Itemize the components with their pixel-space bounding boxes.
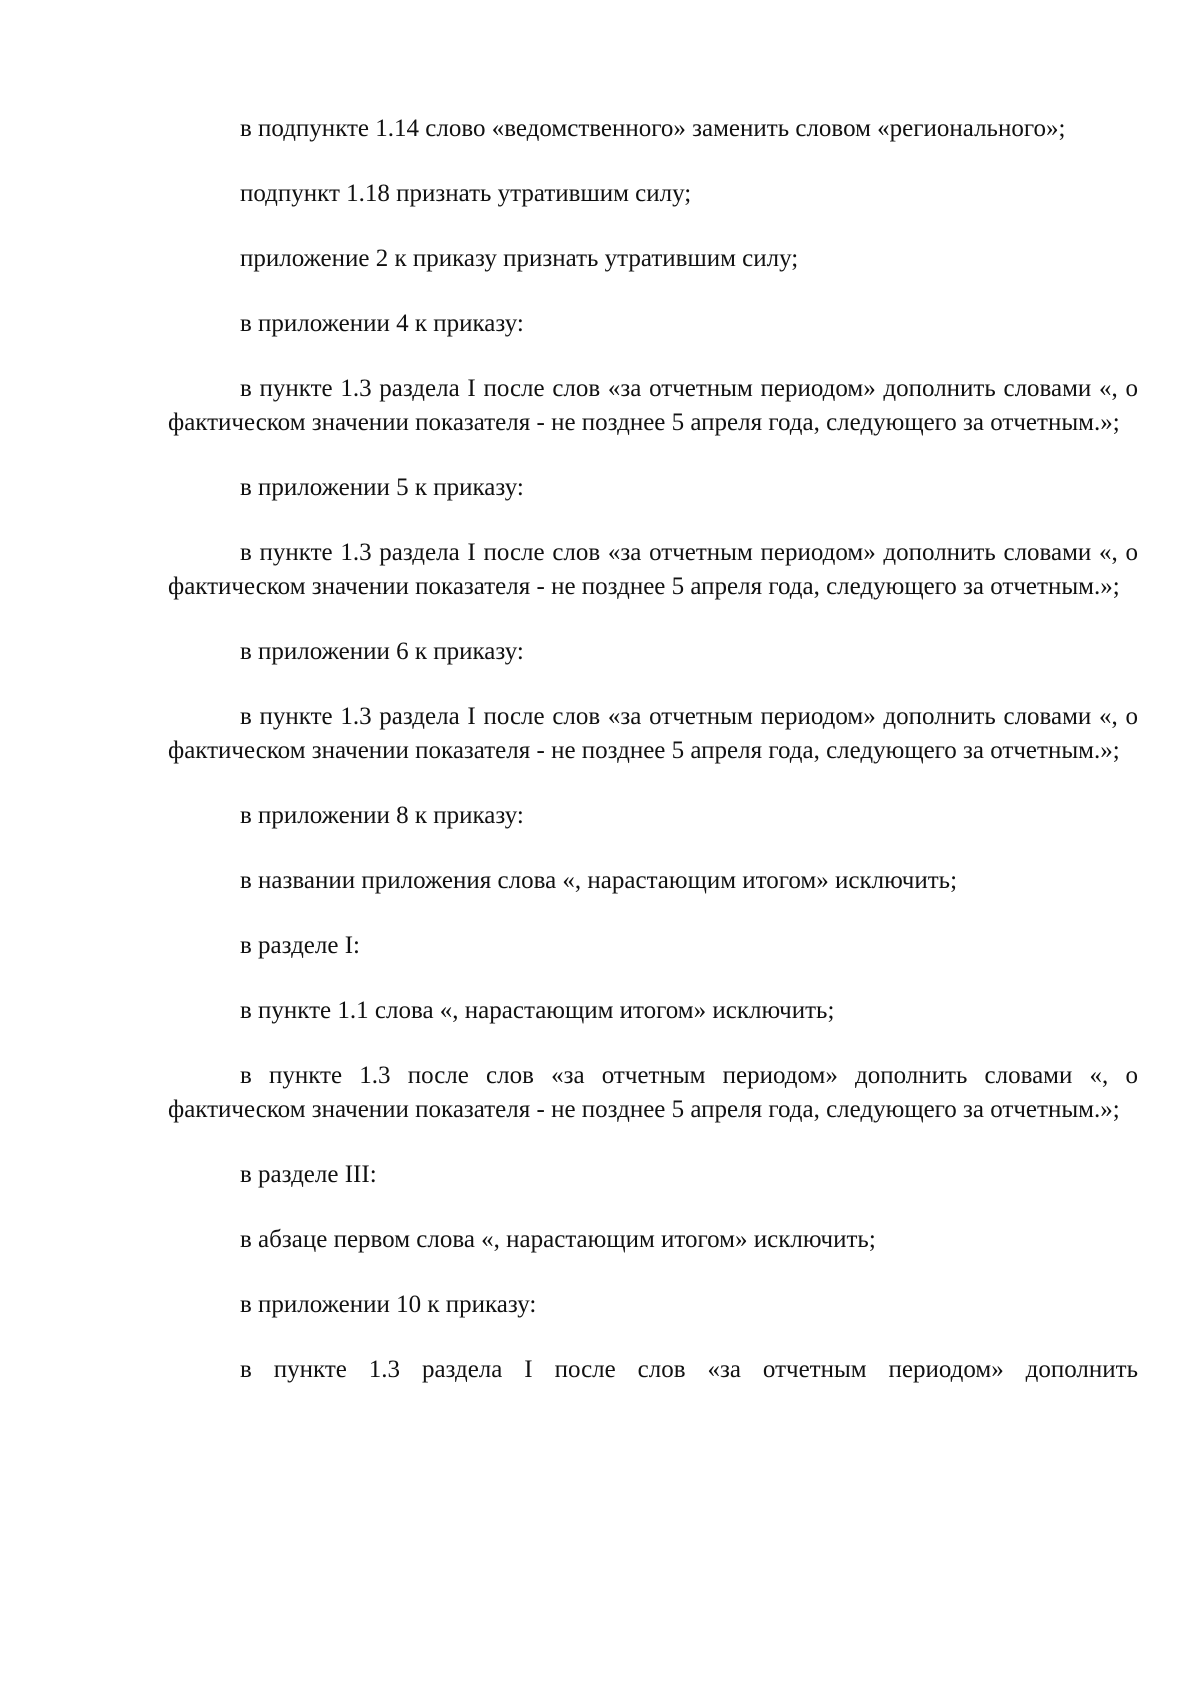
paragraph-1: в подпункте 1.14 слово «ведомственного» заменить словом «регионального»; xyxy=(240,115,1066,142)
paragraph-11: в названии приложения слова «, нарастающим итогом» исключить; xyxy=(240,867,958,894)
paragraph-2: подпункт 1.18 признать утратившим силу; xyxy=(240,180,692,207)
paragraph-18: в пункте 1.3 раздела I после слов «за отчетным периодом» дополнить xyxy=(240,1356,1138,1383)
paragraph-15: в разделе III: xyxy=(240,1161,377,1188)
paragraph-17: в приложении 10 к приказу: xyxy=(240,1291,537,1318)
document-body xyxy=(168,112,1138,1387)
paragraph-12: в разделе I: xyxy=(240,932,360,959)
paragraph-13: в пункте 1.1 слова «, нарастающим итогом» исключить; xyxy=(240,997,835,1024)
paragraph-10: в приложении 8 к приказу: xyxy=(240,802,524,829)
paragraph-14: в пункте 1.3 после слов «за отчетным периодом» дополнить словами «, о фактическом значении показателя - не позднее 5 апреля года, следующего за отчетным.»; xyxy=(168,1062,1138,1123)
paragraph-8: в приложении 6 к приказу: xyxy=(240,638,524,665)
paragraph-7: в пункте 1.3 раздела I после слов «за отчетным периодом» дополнить словами «, о фактическом значении показателя - не позднее 5 апреля года, следующего за отчетным.»; xyxy=(168,539,1138,600)
paragraph-3: приложение 2 к приказу признать утратившим силу; xyxy=(240,245,799,272)
paragraph-5: в пункте 1.3 раздела I после слов «за отчетным периодом» дополнить словами «, о фактическом значении показателя - не позднее 5 апреля года, следующего за отчетным.»; xyxy=(168,375,1138,436)
paragraph-6: в приложении 5 к приказу: xyxy=(240,474,524,501)
paragraph-4: в приложении 4 к приказу: xyxy=(240,310,524,337)
paragraph-16: в абзаце первом слова «, нарастающим итогом» исключить; xyxy=(240,1226,876,1253)
paragraph-9: в пункте 1.3 раздела I после слов «за отчетным периодом» дополнить словами «, о фактическом значении показателя - не позднее 5 апреля года, следующего за отчетным.»; xyxy=(168,703,1138,764)
